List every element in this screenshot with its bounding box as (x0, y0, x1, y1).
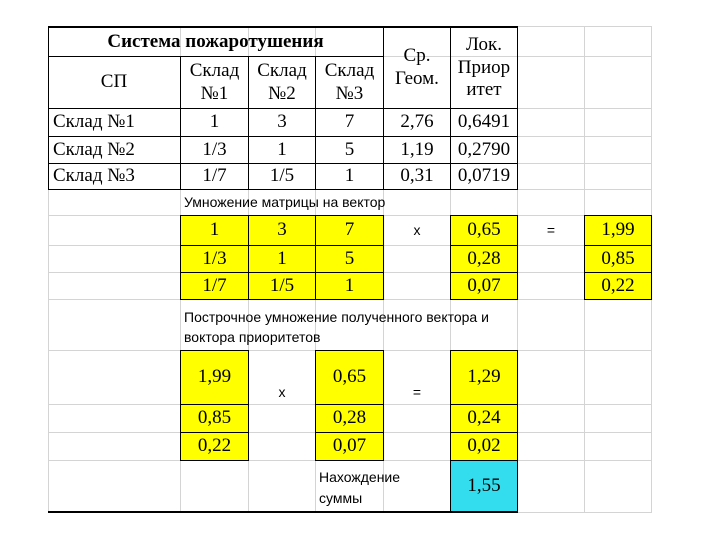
mult-result-cell: 0,85 (601, 247, 635, 269)
geo-mean-value: 0,31 (400, 165, 434, 187)
priority-value: 0,2790 (457, 138, 511, 160)
multiply-operator: x (413, 222, 421, 239)
priority-value: 0,6491 (457, 111, 511, 133)
mult-matrix-cell: 1 (344, 274, 355, 296)
geo-mean-value: 1,19 (400, 138, 434, 160)
sum-value: 1,55 (467, 474, 501, 496)
header-geo-mean: Ср. Геом. (395, 45, 439, 89)
rowwise-b-cell: 0,28 (332, 407, 367, 429)
mult-matrix-cell: 1 (277, 247, 287, 269)
rowwise-result-cell: 1,29 (467, 366, 501, 388)
matrix-cell: 1/3 (202, 138, 227, 160)
mult-result-cell: 0,22 (601, 274, 635, 296)
rowwise-a-cell: 1,99 (197, 366, 232, 388)
geo-mean-value: 2,76 (400, 111, 434, 133)
matrix-cell: 5 (344, 138, 355, 160)
mult-vector-cell: 0,07 (467, 274, 501, 296)
equals-operator: = (546, 222, 556, 239)
mult-matrix-cell: 1/5 (269, 274, 295, 296)
mult-matrix-cell: 1 (209, 219, 220, 241)
mult-matrix-cell: 1/7 (202, 274, 227, 296)
mult-matrix-cell: 5 (344, 247, 355, 269)
multiply-operator: x (278, 383, 286, 400)
mult-vector-cell: 0,65 (467, 219, 501, 241)
header-sklad-2: Склад №2 (257, 59, 307, 104)
matrix-cell: 3 (277, 111, 287, 133)
rowwise-result-cell: 0,24 (467, 407, 501, 429)
mult-result-cell: 1,99 (601, 219, 635, 241)
mult-section-title: Умножение матрицы на вектор (184, 194, 386, 211)
mult-matrix-cell: 1/3 (202, 247, 227, 269)
row-label: Склад №1 (53, 111, 135, 133)
priority-value: 0,0719 (457, 165, 511, 187)
header-local-priority: Лок. Приор итет (457, 33, 511, 101)
matrix-cell: 1/5 (269, 165, 295, 187)
rowwise-section-title: Построчное умножение полученного вектора и воктора приоритетов (184, 308, 489, 345)
table-title: Система пожаротушения (107, 30, 324, 52)
mult-matrix-cell: 7 (344, 219, 355, 241)
matrix-cell: 1 (277, 138, 287, 160)
header-sklad-3: Склад №3 (324, 59, 375, 104)
equals-operator: = (412, 383, 422, 400)
rowwise-a-cell: 0,22 (197, 435, 232, 457)
mult-vector-cell: 0,28 (467, 247, 501, 269)
header-sklad-1: Склад №1 (189, 59, 240, 104)
matrix-cell: 1 (209, 111, 220, 133)
rowwise-result-cell: 0,02 (467, 435, 501, 457)
mult-matrix-cell: 3 (277, 219, 287, 241)
rowwise-a-cell: 0,85 (197, 407, 232, 429)
header-sp: СП (100, 71, 128, 93)
matrix-cell: 1/7 (202, 165, 227, 187)
rowwise-b-cell: 0,65 (332, 366, 367, 388)
matrix-cell: 7 (344, 111, 355, 133)
matrix-cell: 1 (344, 165, 355, 187)
sum-label: Нахождение суммы (319, 469, 401, 506)
row-label: Склад №3 (53, 165, 135, 187)
row-label: Склад №2 (53, 138, 135, 160)
rowwise-b-cell: 0,07 (332, 435, 367, 457)
